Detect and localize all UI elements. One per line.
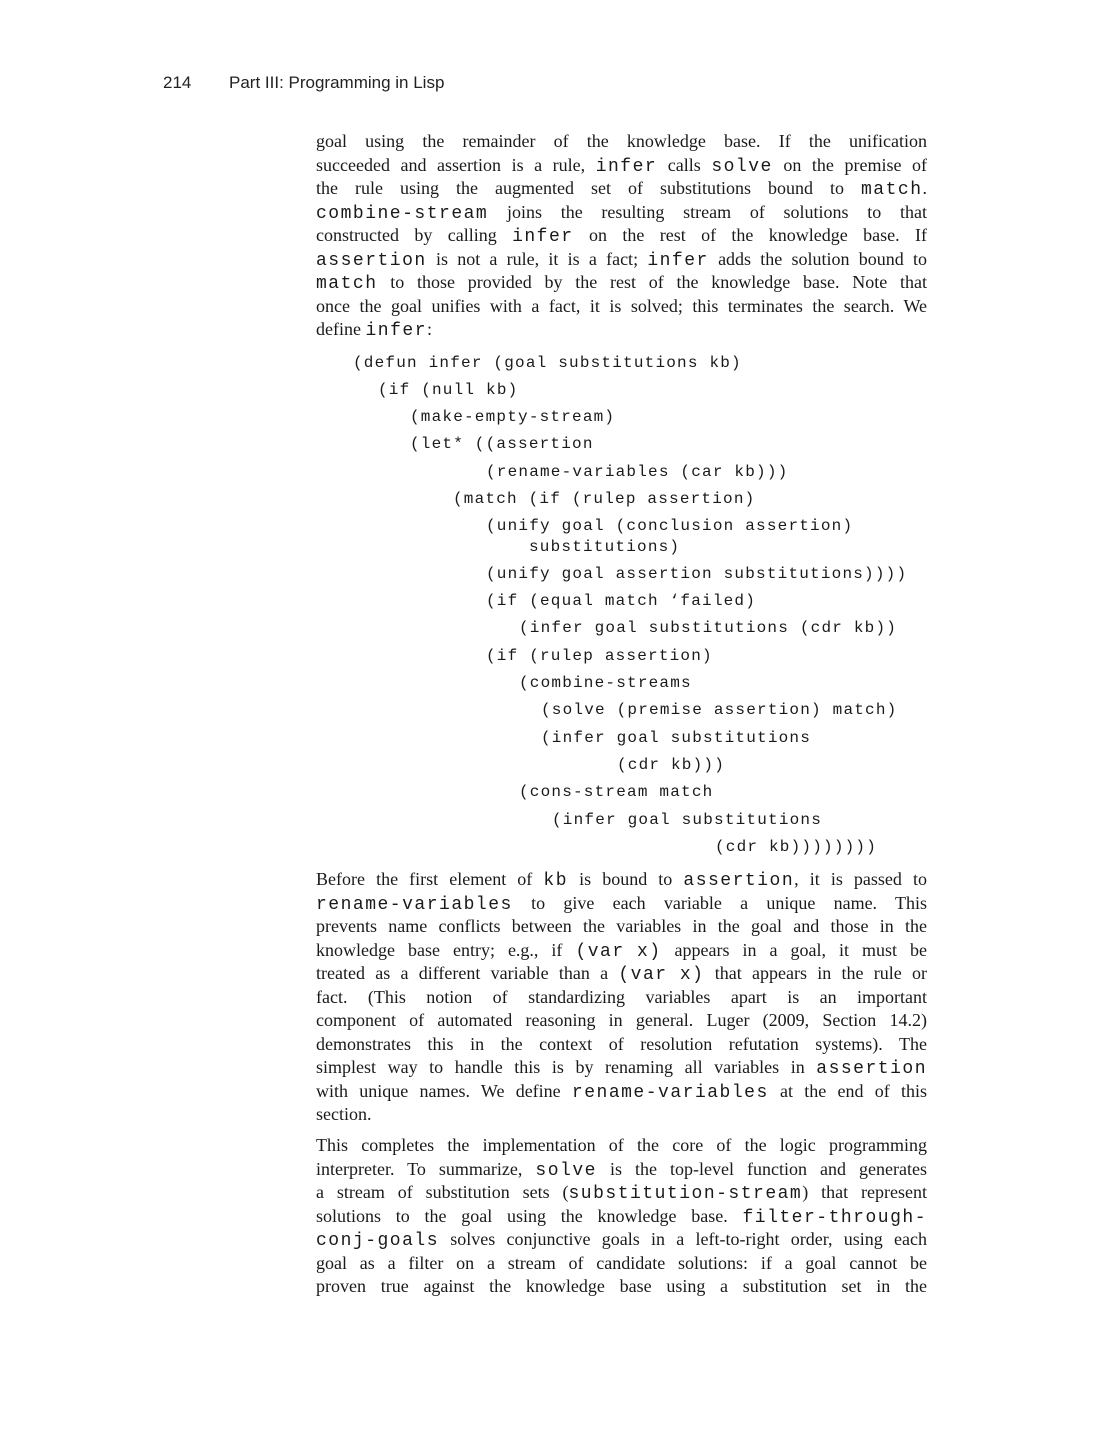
text-run: . xyxy=(922,178,927,199)
code-line: (infer goal substitutions xyxy=(541,729,812,747)
text-run: to those provided by the rest of the knowledge base. Note that xyxy=(377,272,927,293)
text-line xyxy=(316,1080,927,1104)
text-line xyxy=(316,201,927,225)
text-run: is not a rule, it is a fact; xyxy=(426,248,648,269)
text-run: ) that represent xyxy=(802,1182,927,1203)
text-line xyxy=(316,177,927,201)
code-line: (match (if (rulep assertion) xyxy=(453,490,756,508)
text-run: adds the solution bound to xyxy=(708,248,928,269)
code-line: (infer goal substitutions (cdr kb)) xyxy=(519,619,898,637)
inline-code: rename-variables xyxy=(571,1082,769,1103)
inline-code: assertion xyxy=(683,871,795,891)
text-line xyxy=(316,1033,927,1057)
text-line xyxy=(316,224,927,248)
code-line: (make-empty-stream) xyxy=(410,408,616,426)
text-run: goal using the remainder of the knowledge base. If the unification xyxy=(316,131,927,151)
code-line: (solve (premise assertion) match) xyxy=(541,701,898,719)
text-line xyxy=(316,1205,927,1229)
text-run: This completes the implementation of the core of the logic programming xyxy=(316,1135,927,1155)
text-line xyxy=(316,318,927,342)
text-line xyxy=(316,986,927,1010)
text-run: demonstrates this in the context of resolution refutation systems). The xyxy=(316,1033,927,1054)
paragraph-summary xyxy=(316,1134,927,1299)
code-line: substitutions) xyxy=(529,538,681,556)
inline-code: assertion xyxy=(816,1059,927,1080)
inline-code: match xyxy=(316,274,378,295)
text-run: joins the resulting stream of solutions to that xyxy=(488,201,927,222)
text-run: succeeded and assertion is a rule, xyxy=(316,154,596,175)
code-line: (cdr kb)))))))) xyxy=(715,838,878,856)
code-line: (let* ((assertion xyxy=(410,435,594,453)
text-run: : xyxy=(427,319,433,340)
code-line: (infer goal substitutions xyxy=(552,811,823,829)
code-line: (if (equal match ‘failed) xyxy=(486,592,757,610)
inline-code: infer xyxy=(365,321,427,342)
text-line xyxy=(316,1275,927,1299)
text-line xyxy=(316,1103,927,1127)
inline-code: combine-stream xyxy=(316,203,489,224)
text-line xyxy=(316,1181,927,1205)
text-line xyxy=(316,1009,927,1033)
inline-code: match xyxy=(860,180,923,201)
inline-code: solve xyxy=(535,1160,597,1181)
text-run: that appears in the rule or xyxy=(704,963,927,984)
text-run: treated as a different variable than a xyxy=(316,963,619,984)
text-run: on the premise of xyxy=(772,154,927,175)
text-run: simplest way to handle this is by renaming all variables in xyxy=(316,1057,817,1078)
text-run: a stream of substitution sets ( xyxy=(316,1182,569,1203)
text-line xyxy=(316,295,927,319)
text-run: , it is passed to xyxy=(794,869,927,889)
inline-code: infer xyxy=(595,156,658,177)
code-line: (defun infer (goal substitutions kb) xyxy=(353,354,742,372)
text-line xyxy=(316,1134,927,1158)
paragraph-rename-variables xyxy=(316,868,927,1127)
text-line xyxy=(316,248,927,272)
text-run: Before the first element of xyxy=(316,869,544,889)
inline-code: (var x) xyxy=(575,941,662,962)
text-run: solves conjunctive goals in a left-to-right order, using each xyxy=(439,1229,927,1250)
text-line xyxy=(316,868,927,892)
text-run: on the rest of the knowledge base. If xyxy=(573,225,927,246)
text-run: component of automated reasoning in general. Luger (2009, Section 14.2) xyxy=(316,1010,927,1031)
text-line xyxy=(316,1158,927,1182)
text-run: at the end of this xyxy=(768,1080,927,1101)
text-run: interpreter. To summarize, xyxy=(316,1158,536,1179)
inline-code: (var x) xyxy=(618,965,705,986)
text-line xyxy=(316,962,927,986)
text-line xyxy=(316,892,927,916)
inline-code: conj-goals xyxy=(316,1231,440,1252)
inline-code: solve xyxy=(711,156,773,177)
text-run: define xyxy=(316,319,366,340)
text-run: with unique names. We define xyxy=(316,1080,572,1101)
inline-code: rename-variables xyxy=(316,894,513,915)
text-run: goal as a filter on a stream of candidate solutions: if a goal cannot be xyxy=(316,1252,927,1273)
inline-code: substitution-stream xyxy=(568,1184,803,1205)
text-run: is the top-level function and generates xyxy=(596,1158,927,1179)
text-run: to give each variable a unique name. This xyxy=(512,892,927,913)
inline-code: filter-through- xyxy=(742,1207,927,1228)
code-line: (unify goal (conclusion assertion) xyxy=(486,517,854,535)
text-run: solutions to the goal using the knowledge base. xyxy=(316,1205,743,1226)
paragraph-infer-description xyxy=(316,130,927,342)
code-line: (rename-variables (car kb))) xyxy=(486,463,789,481)
inline-code: assertion xyxy=(316,250,427,271)
running-title: Part III: Programming in Lisp xyxy=(229,73,445,92)
text-run: is bound to xyxy=(568,869,684,889)
text-run: prevents name conflicts between the variables in the goal and those in the xyxy=(316,916,927,937)
text-line xyxy=(316,130,927,154)
text-run: the rule using the augmented set of substitutions bound to xyxy=(316,178,861,199)
text-run: constructed by calling xyxy=(316,225,513,246)
code-line: (if (null kb) xyxy=(378,381,519,399)
text-line xyxy=(316,1228,927,1252)
text-run: appears in a goal, it must be xyxy=(661,939,927,960)
text-line xyxy=(316,154,927,178)
page-number: 214 xyxy=(163,73,192,92)
text-run: proven true against the knowledge base using a substitution set in the xyxy=(316,1276,927,1297)
text-run: fact. (This notion of standardizing variables apart is an important xyxy=(316,986,927,1007)
code-line: (unify goal assertion substitutions)))) xyxy=(486,565,908,583)
code-line: (combine-streams xyxy=(519,674,692,692)
code-line: (if (rulep assertion) xyxy=(486,647,713,665)
text-run: section. xyxy=(316,1104,372,1125)
inline-code: kb xyxy=(543,871,569,891)
text-line xyxy=(316,939,927,963)
text-line xyxy=(316,271,927,295)
code-line: (cdr kb))) xyxy=(617,756,726,774)
text-run: calls xyxy=(657,154,712,175)
text-run: once the goal unifies with a fact, it is solved; this terminates the search. We xyxy=(316,295,927,316)
text-run: knowledge base entry; e.g., if xyxy=(316,939,576,960)
inline-code: infer xyxy=(512,227,574,248)
text-line xyxy=(316,1056,927,1080)
code-line: (cons-stream match xyxy=(519,783,714,801)
text-line xyxy=(316,1252,927,1276)
text-line xyxy=(316,915,927,939)
inline-code: infer xyxy=(647,250,709,271)
